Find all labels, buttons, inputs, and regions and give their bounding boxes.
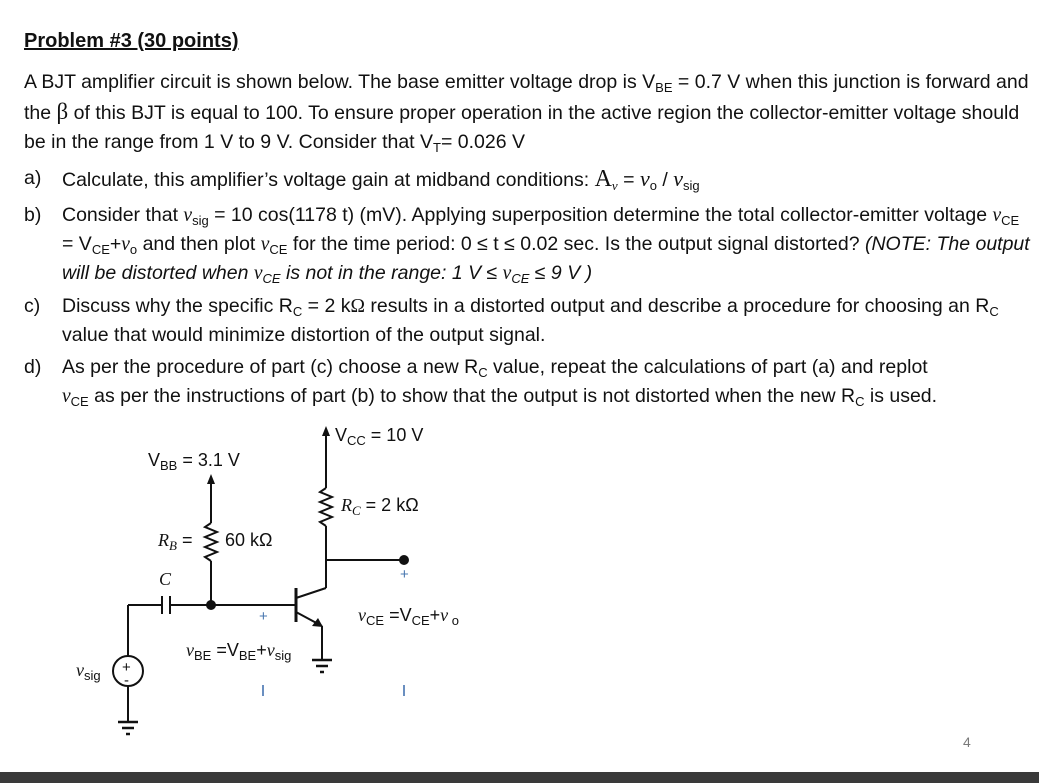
vcc-label: $V_{CC} = 10$ V [335,425,424,448]
vcc-arrow [322,426,330,436]
vbe-label: $v_{BE} =V_{BE}+v_{sig}$ [186,640,292,663]
vce-plus-marker: + [400,566,409,583]
vbe-plus-marker: + [259,608,268,625]
rc-label: $R_C = 2$ kΩ [341,495,419,518]
emitter-ground [312,660,332,672]
collector-resistor [320,488,332,526]
problem-intro: A BJT amplifier circuit is shown below. The base emitter voltage drop is $V_{BE} = 0.7$ V when this junction is forward and the β of this BJT is equal to 100. To ensure proper operation in the active region the collector-emitter voltage should be in the range from 1 V to 9 V. Consider that $V_T= 0.026$ V [24,71,1029,155]
page-number: 4 [963,734,971,750]
rb-value: 60 kΩ [225,530,273,550]
source-ground [118,722,138,734]
capacitor-label: C [159,569,172,589]
source-plus-sign: + [122,659,131,676]
source-minus-sign: - [124,672,129,689]
vbb-label: $V_{BB} = 3.1$ V [148,450,240,473]
rb-label: $R_B$ = [158,530,193,553]
vce-label: $v_{CE} =V_{CE}+v$ $_o$ [358,605,460,628]
collector-output-dot [399,555,409,565]
base-junction-dot [206,600,216,610]
vbb-arrow [207,474,215,484]
problem-title: Problem #3 (30 points) [24,30,239,52]
vsig-label: $v_{sig}$ [76,660,101,683]
document-page: Problem #3 (30 points) A BJT amplifier circuit is shown below. The base emitter voltage drop is $V_{BE} = 0.7$ V when this junction is forward and the β of this BJT is equal to 100. To ensure proper operation in the active region the collector-emitter voltage should be in the range from 1 V to 9 V. Consider that $V_T= 0.026$ V a) Calculate, this amplifier’s voltage gain at midband conditions: $A_v = v_o / v_{sig}$ b) Consider that $v_{sig} = 10$ cos(1178 t) (mV). Applying superposition determine the total collector-emitter voltage $v_{CE} = V_{CE}+v_o$ and then plot $v_{CE}$ for the time period: 0 ≤ t ≤ 0.02 sec. Is the output signal distorted? (NOTE: The output will be distorted when $v_{CE}$ is not in the range: 1 $V \le v_{CE} \le 9$ V ) c) Discuss why the specific $R_C = 2$ kΩ results in a distorted output and describe a procedure for choosing an $R_C$ value that would minimize distortion of the output signal. d) As per the procedure of part (c) choose a new $R_C$ value, repeat the calculations of part (a) and replot $v_{CE}$ as per the instructions of part (b) to show that the output is not distorted when the new $R_C$ is used. $V_{CC} = 10$ V $V_{BB} = 3.1$ V $R_C = 2$ kΩ $R_B$ = 60 kΩ C + + + - $v_{BE} =V_{BE}+v_{sig}$ $v_{CE} =V_{CE}+v$ $_o$ $v_{sig}$ 4 [0,0,1039,772]
transistor-collector-lead [296,588,326,598]
window-bottom-bar [0,772,1039,783]
base-resistor [205,523,217,561]
